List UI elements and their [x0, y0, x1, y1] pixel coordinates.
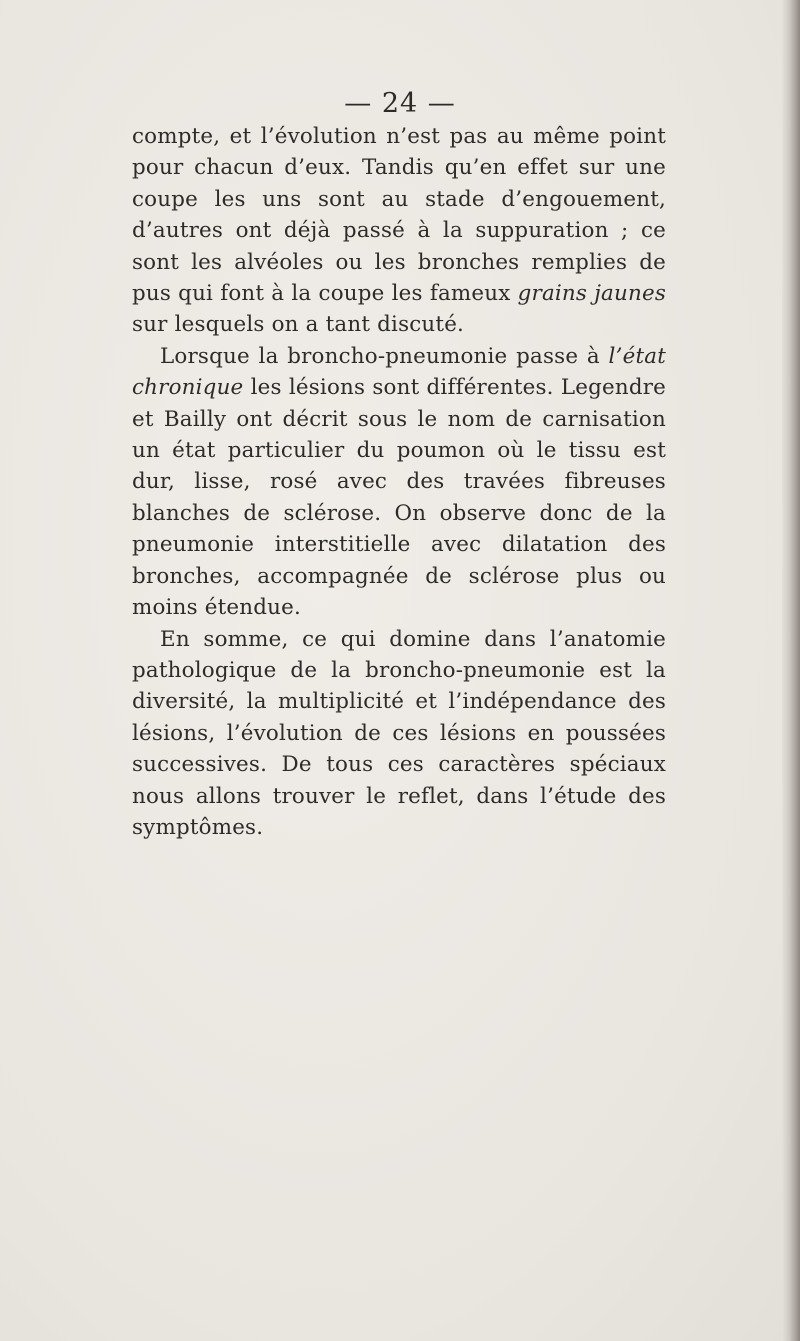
paragraph	[132, 121, 666, 341]
text-segment: En somme, ce qui domine dans l’anatomie pathologique de la broncho-pneumonie est la diversité, la multiplicité et l’indépendance des lésions, l’évolution de ces lésions en poussées successives. De tous ces caractères spéciaux nous allons trouver le reflet, dans l’étude des symptômes.	[132, 626, 666, 840]
body-text	[132, 121, 666, 843]
paragraph	[132, 624, 666, 844]
page-number: — 24 —	[344, 88, 456, 119]
text-segment: sur lesquels on a tant discuté.	[132, 312, 465, 338]
text-segment: compte, et l’évolution n’est pas au même point pour chacun d’eux. Tandis qu’en effet sur une coupe les uns sont au stade d’engouement, d’autres ont déjà passé à la suppuration ; ce sont les alvéoles ou les bronches remplies de pus qui font à la coupe les fameux	[132, 124, 666, 307]
text-segment: les lésions sont différentes. Legendre et Bailly ont décrit sous le nom de carnisation un état particulier du poumon où le tissu est dur, lisse, rosé avec des travées fibreuses blanches de sclérose. On observe donc de la pneumonie interstitielle avec dilatation des bronches, accompagnée de sclérose plus ou moins étendue.	[132, 375, 666, 621]
italic-term: l’état chronique	[132, 343, 666, 401]
paragraph	[132, 341, 666, 624]
text-segment: Lorsque la broncho-pneumonie passe à	[160, 343, 609, 369]
page-edge-shadow	[782, 0, 800, 1341]
italic-term: grains jaunes	[517, 281, 666, 307]
